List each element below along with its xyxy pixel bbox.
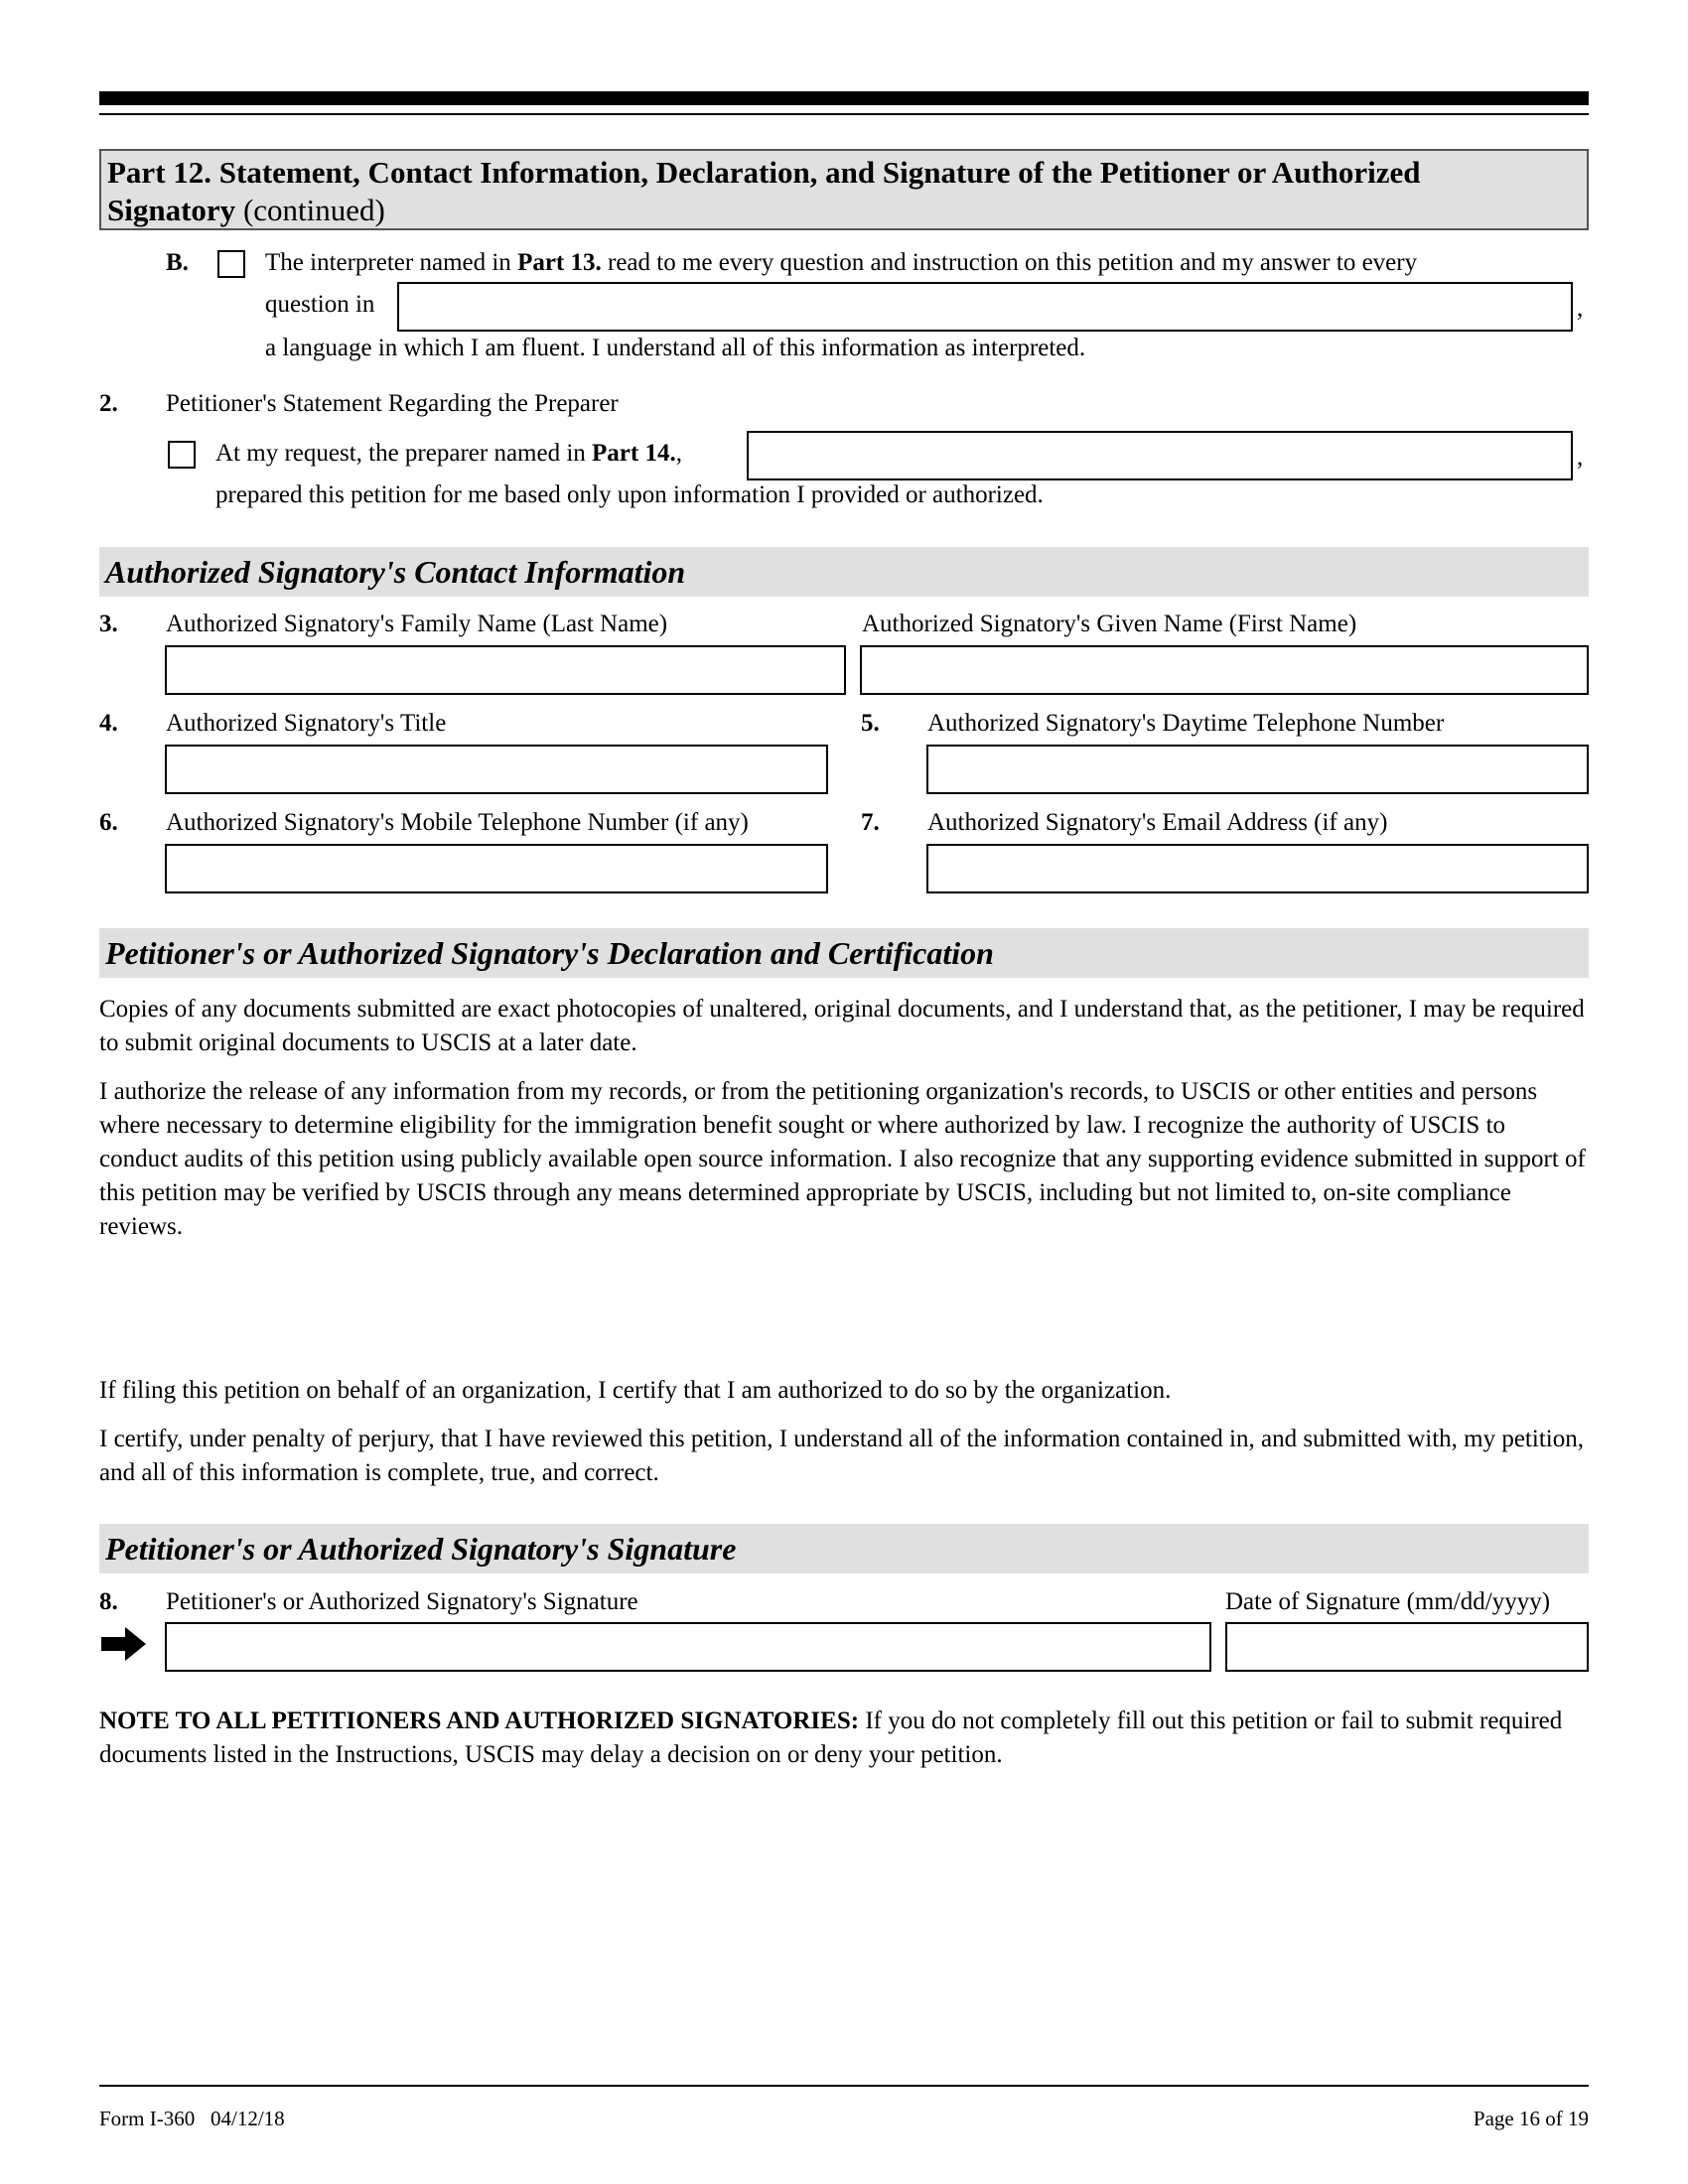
declaration-para-4: I certify, under penalty of perjury, that I have reviewed this petition, I understand all of the information contained in, and submitted with, my petition, and all of this information is complete, true, and correct. — [99, 1426, 1584, 1486]
interpreter-checkbox[interactable] — [217, 250, 245, 278]
signature-field[interactable] — [165, 1622, 1211, 1672]
item-4-label: Authorized Signatory's Title — [166, 710, 447, 737]
item-2-heading: Petitioner's Statement Regarding the Preparer — [166, 390, 619, 417]
date-of-signature-label: Date of Signature (mm/dd/yyyy) — [1225, 1588, 1551, 1615]
question-in-label: question in — [265, 291, 375, 318]
item-1b-text: The interpreter named in Part 13. read to me every question and instruction on this petition and my answer to every — [265, 249, 1418, 276]
item-7-label: Authorized Signatory's Email Address (if any) — [927, 809, 1388, 836]
part-title-suffix: (continued) — [235, 193, 385, 227]
item-6-label: Authorized Signatory's Mobile Telephone Number (if any) — [166, 809, 749, 836]
note-to-petitioners: NOTE TO ALL PETITIONERS AND AUTHORIZED SIGNATORIES: If you do not completely fill out this petition or fail to submit required documents listed in the Instructions, USCIS may delay a decision on or deny your petition. — [99, 1707, 1563, 1768]
preparer-checkbox[interactable] — [168, 441, 196, 469]
item-1b-line3: a language in which I am fluent. I understand all of this information as interpreted. — [265, 335, 1086, 361]
item-2-text: At my request, the preparer named in Part 14., — [215, 440, 682, 467]
date-of-signature-field[interactable] — [1225, 1622, 1589, 1672]
item-1b-letter: B. — [166, 249, 189, 276]
declaration-para-2: I authorize the release of any information from my records, or from the petitioning organization's records, to USCIS or other entities and persons where necessary to determine eligibility for the immigration benefit sought or where authorized by law. I recognize the authority of USCIS to conduct audits of this petition using publicly available open source information. I also recognize that any supporting evidence submitted in support of this petition may be verified by USCIS through any means determined appropriate by USCIS, including but not limited to, on-site compliance reviews. — [99, 1078, 1586, 1240]
item-7-number: 7. — [861, 809, 880, 836]
item-1b-comma: , — [1577, 295, 1584, 322]
item-8-number: 8. — [99, 1588, 118, 1615]
footer-rule — [99, 2085, 1589, 2087]
item-6-number: 6. — [99, 809, 118, 836]
item-2-comma: , — [1577, 444, 1584, 471]
form-id: Form I-360 04/12/18 — [99, 2107, 285, 2130]
declaration-para-3: If filing this petition on behalf of an organization, I certify that I am authorized to do so by the organization. — [99, 1377, 1172, 1404]
item-3-number: 3. — [99, 611, 118, 637]
item-8-label: Petitioner's or Authorized Signatory's Signature — [166, 1588, 638, 1615]
item-2-line2: prepared this petition for me based only upon information I provided or authorized. — [215, 481, 1044, 508]
contact-section-title: Authorized Signatory's Contact Information — [105, 554, 686, 590]
item-3b-label: Authorized Signatory's Given Name (First Name) — [862, 611, 1357, 637]
preparer-name-field[interactable] — [747, 431, 1573, 480]
item-3-label: Authorized Signatory's Family Name (Last Name) — [166, 611, 668, 637]
part-title: Part 12. Statement, Contact Information, Declaration, and Signature of the Petitioner or Authorized — [107, 155, 1421, 190]
part-title-line2: Signatory — [107, 193, 236, 227]
page-number: Page 16 of 19 — [1473, 2107, 1589, 2130]
item-2-number: 2. — [99, 390, 118, 417]
family-name-field[interactable] — [165, 645, 846, 695]
declaration-para-1: Copies of any documents submitted are exact photocopies of unaltered, original documents, and I understand that, as the petitioner, I may be required to submit original documents to USCIS at a later date. — [99, 996, 1585, 1056]
arrow-right-icon — [101, 1626, 147, 1662]
daytime-phone-field[interactable] — [926, 745, 1589, 794]
top-rule — [99, 91, 1589, 105]
item-5-number: 5. — [861, 710, 880, 737]
interpreter-language-field[interactable] — [397, 282, 1573, 332]
declaration-section-header — [99, 928, 1589, 978]
top-rule-thin — [99, 113, 1589, 115]
contact-section-header — [99, 547, 1589, 597]
item-5-label: Authorized Signatory's Daytime Telephone Number — [927, 710, 1445, 737]
declaration-section-title: Petitioner's or Authorized Signatory's Declaration and Certification — [105, 935, 994, 971]
signature-section-title: Petitioner's or Authorized Signatory's Signature — [105, 1531, 737, 1567]
part-header — [99, 149, 1589, 230]
signature-section-header — [99, 1524, 1589, 1573]
mobile-phone-field[interactable] — [165, 844, 828, 893]
title-field[interactable] — [165, 745, 828, 794]
item-4-number: 4. — [99, 710, 118, 737]
given-name-field[interactable] — [860, 645, 1589, 695]
email-field[interactable] — [926, 844, 1589, 893]
